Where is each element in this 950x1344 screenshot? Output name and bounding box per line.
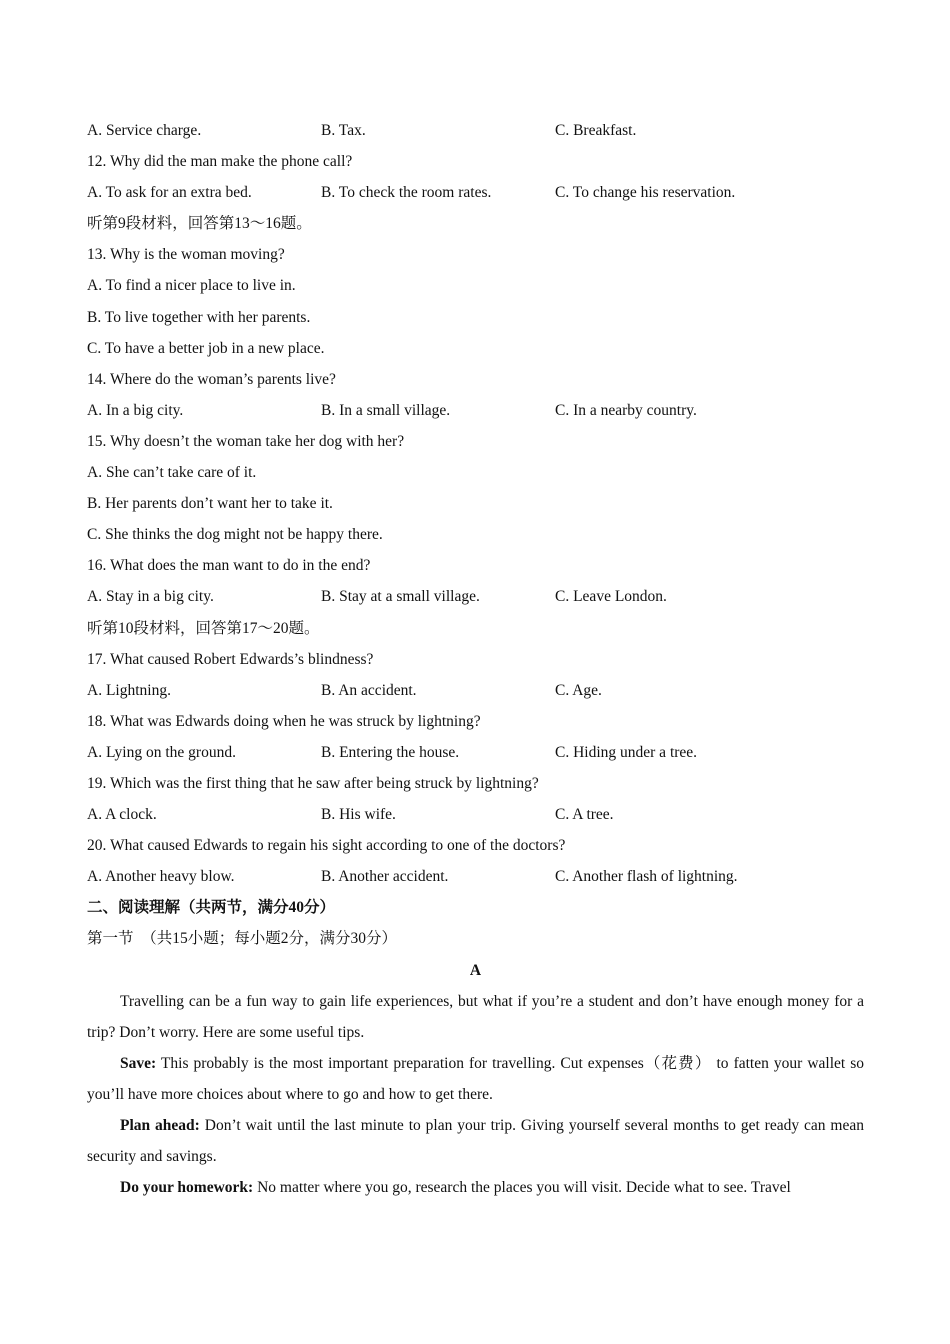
q16-option-c: C. Leave London. <box>555 588 667 606</box>
q17-options <box>87 675 864 706</box>
q16-option-a: A. Stay in a big city. <box>87 588 214 606</box>
paragraph-3-heading: Plan ahead: <box>120 1117 200 1134</box>
q16-option-b: B. Stay at a small village. <box>321 588 480 606</box>
q11-option-a: A. Service charge. <box>87 122 202 139</box>
q13-option-a: A. To find a nicer place to live in. <box>87 277 296 295</box>
q13-option-c: C. To have a better job in a new place. <box>87 339 325 357</box>
q12-option-c: C. To change his reservation. <box>555 184 736 202</box>
q14-option-a: A. In a big city. <box>87 401 184 419</box>
q15-option-c: C. She thinks the dog might not be happy there. <box>87 526 383 544</box>
q17-option-b: B. An accident. <box>321 681 417 699</box>
q12-option-b: B. To check the room rates. <box>321 184 492 202</box>
q14-question: 14. Where do the woman’s parents live? <box>87 370 336 388</box>
q13-option-b: B. To live together with her parents. <box>87 308 311 326</box>
q14-options <box>87 395 864 426</box>
q13-question: 13. Why is the woman moving? <box>87 246 285 264</box>
q17-option-a: A. Lightning. <box>87 681 171 699</box>
q20-question: 20. What caused Edwards to regain his sight according to one of the doctors? <box>87 837 566 855</box>
q12-question: 12. Why did the man make the phone call? <box>87 153 353 171</box>
paragraph-2-body: This probably is the most important preparation for travelling. Cut expenses（花费） to fatten your wallet so you’ll have more choices about where to go and how to get there. <box>87 1054 864 1103</box>
q14-option-b: B. In a small village. <box>321 401 451 419</box>
instruction-section-9: 听第9段材料，回答第13～16题。 <box>87 215 312 233</box>
q19-option-a: A. A clock. <box>87 806 157 824</box>
paragraph-4-body: No matter where you go, research the places you will visit. Decide what to see. Travel <box>253 1179 791 1197</box>
q11-option-b: B. Tax. <box>321 122 366 139</box>
page-content <box>87 115 864 1203</box>
q15-question: 15. Why doesn’t the woman take her dog with her? <box>87 432 405 450</box>
paragraph-3-body: Don’t wait until the last minute to plan your trip. Giving yourself several months to get ready can mean security and savings. <box>87 1117 864 1166</box>
q11-options <box>87 115 864 146</box>
q18-question: 18. What was Edwards doing when he was struck by lightning? <box>87 712 481 730</box>
paragraph-2-heading: Save: <box>120 1054 157 1072</box>
passage-label: A <box>469 961 482 979</box>
passage-paragraph-2 <box>87 1048 864 1110</box>
q12-options <box>87 177 864 208</box>
paragraph-4-heading: Do your homework: <box>120 1179 254 1197</box>
q12-option-a: A. To ask for an extra bed. <box>87 184 252 202</box>
q18-option-b: B. Entering the house. <box>321 743 460 761</box>
q17-question: 17. What caused Robert Edwards’s blindness? <box>87 650 374 668</box>
passage-paragraph-3 <box>87 1110 864 1172</box>
q14-option-c: C. In a nearby country. <box>555 401 697 419</box>
q18-option-a: A. Lying on the ground. <box>87 743 236 761</box>
q20-option-b: B. Another accident. <box>321 868 449 886</box>
q20-option-c: C. Another flash of lightning. <box>555 868 738 886</box>
q15-option-a: A. She can’t take care of it. <box>87 464 257 482</box>
q20-option-a: A. Another heavy blow. <box>87 868 235 886</box>
q19-option-b: B. His wife. <box>321 806 396 824</box>
q20-options <box>87 861 864 892</box>
q19-options <box>87 799 864 830</box>
q11-option-c: C. Breakfast. <box>555 122 637 139</box>
q18-option-c: C. Hiding under a tree. <box>555 743 698 761</box>
q19-question: 19. Which was the first thing that he saw after being struck by lightning? <box>87 774 539 792</box>
q16-question: 16. What does the man want to do in the end? <box>87 557 371 575</box>
q18-options <box>87 737 864 768</box>
passage-paragraph-4 <box>87 1172 864 1203</box>
passage-paragraph-1: Travelling can be a fun way to gain life experiences, but what if you’re a student and don’t have enough money for a trip? Don’t worry. Here are some useful tips. <box>87 992 864 1041</box>
q19-option-c: C. A tree. <box>555 806 614 824</box>
section-heading-reading: 二、阅读理解（共两节，满分40分） <box>87 899 336 917</box>
q15-option-b: B. Her parents don’t want her to take it. <box>87 495 333 513</box>
q16-options <box>87 581 864 612</box>
q17-option-c: C. Age. <box>555 681 602 699</box>
part-heading-1: 第一节 （共15小题；每小题2分，满分30分） <box>87 930 398 948</box>
instruction-section-10: 听第10段材料，回答第17～20题。 <box>87 619 320 637</box>
